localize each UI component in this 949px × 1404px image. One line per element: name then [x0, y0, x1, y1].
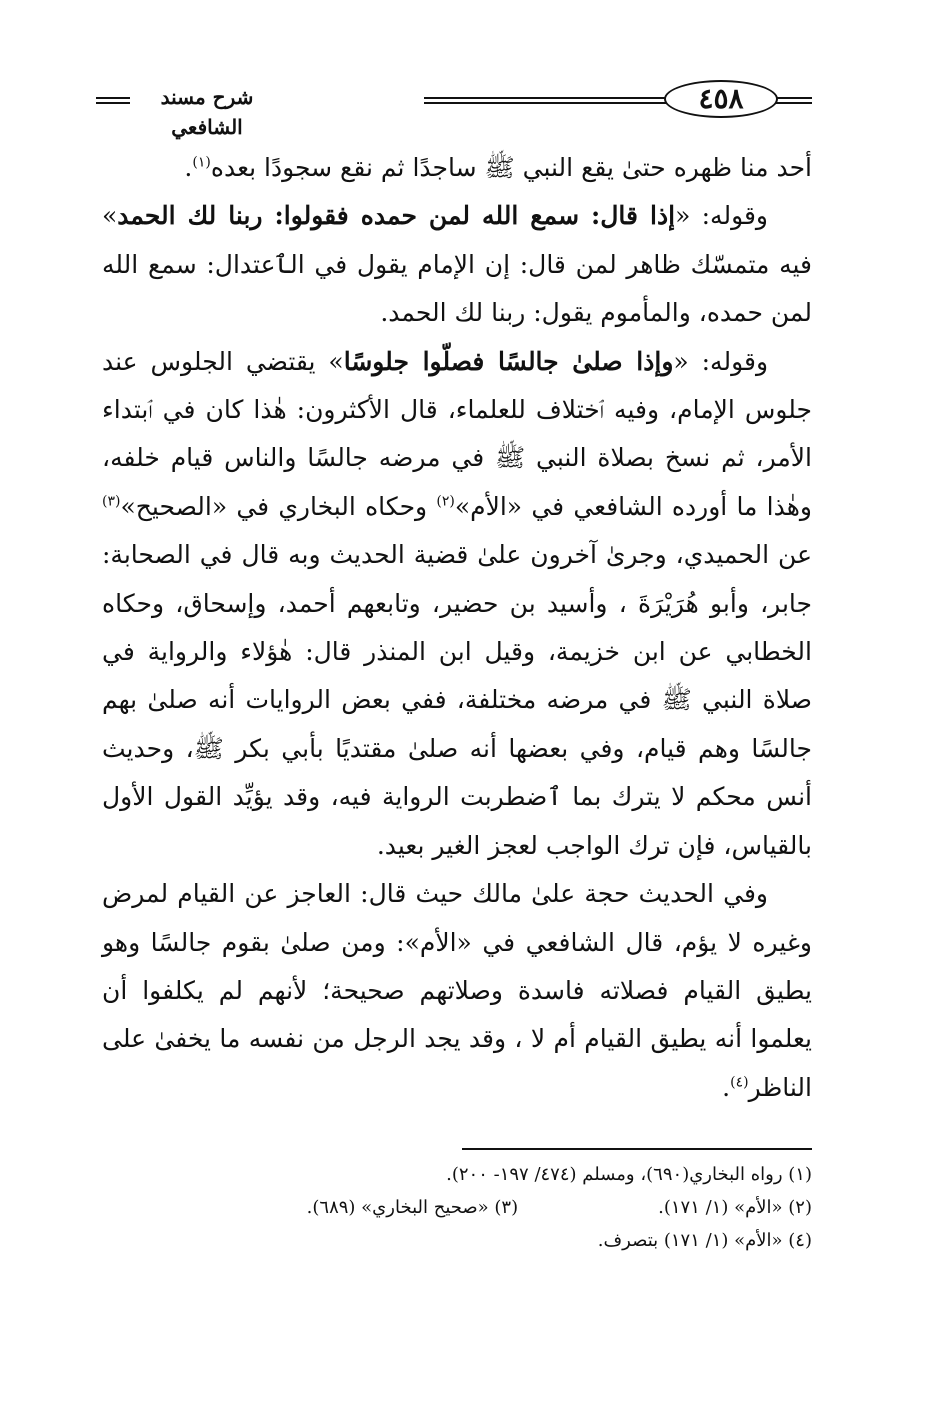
paragraph-1: [102, 144, 812, 192]
running-title: شرح مسند الشافعي: [160, 85, 254, 139]
footnote-ref-3[interactable]: (٣): [102, 493, 121, 510]
paragraph-2: [102, 192, 812, 337]
paragraph-3: [102, 338, 812, 870]
paragraph-4: [102, 870, 812, 1112]
footnote-3: (٣) «صحيح البخاري» (٦٨٩).: [306, 1197, 519, 1218]
paragraph-4-text: وفي الحديث حجة علىٰ مالك حيث قال: العاجز عن القيام لمرض وغيره لا يؤم، قال الشافعي في «الأم»: ومن صلىٰ بقوم جالسًا وهو يطيق القيام فصلاته فاسدة وصلاتهم صحيحة؛ لأنهم لم يكلفوا أن يعلموا أنه يطيق القيام أم لا ، وقد يجد الرجل من نفسه ما يخفىٰ على الناظر: [102, 879, 812, 1102]
page-header: [96, 78, 812, 139]
hadith-quote-1: إذا قال: سمع الله لمن حمده فقولوا: ربنا لك الحمد: [117, 201, 676, 231]
main-text: [102, 144, 812, 1112]
page-number: ٤٥٨: [664, 80, 778, 118]
header-rule-right: [776, 97, 812, 104]
footnote-separator: [462, 1148, 812, 1150]
paragraph-4-end: .: [722, 1072, 731, 1102]
paragraph-3-text-1: » يقتضي الجلوس عند جلوس الإمام، وفيه ٱختلاف للعلماء، قال الأكثرون: هٰذا كان في ٱبتداء الأمر، ثم نسخ بصلاة النبي ﷺ في مرضه جالسًا والناس قيام خلفه، وهٰذا ما أورده الشافعي في «الأم»: [102, 346, 812, 521]
footnote-1: (١) رواه البخاري(٦٩٠)، ومسلم (٤٧٤/ ١٩٧- ٢٠٠).: [446, 1164, 812, 1185]
paragraph-1-text: أحد منا ظهره حتىٰ يقع النبي ﷺ ساجدًا ثم نقع سجودًا بعده: [210, 153, 812, 182]
paragraph-3-lead: وقوله: «: [673, 346, 769, 376]
paragraph-3-text-3: عن الحميدي، وجرىٰ آخرون علىٰ قضية الحديث وبه قال في الصحابة: جابر، وأبو هُرَيْرَةَ ، وأسيد بن حضير، وتابعهم أحمد، وإسحاق، وحكاه الخطابي عن ابن خزيمة، وقيل ابن المنذر قال: هٰؤلاء والرواية في صلاة النبي ﷺ في مرضه مختلفة، ففي بعض الروايات أنه صلىٰ بهم جالسًا وهم قيام، وفي بعضها أنه صلىٰ مقتديًا بأبي بكر ﷺ، وحديث أنس محكم لا يترك بما ٱضطربت الرواية فيه، وقد يؤيِّد القول الأول بالقياس، فإن ترك الواجب لعجز الغير بعيد.: [102, 540, 812, 860]
header-rule-middle: [424, 97, 666, 104]
footnote-ref-2[interactable]: (٢): [436, 493, 455, 510]
footnote-row-2-3: [102, 1191, 812, 1224]
hadith-quote-2: وإذا صلىٰ جالسًا فصلّوا جلوسًا: [343, 346, 674, 376]
footnotes: [102, 1158, 812, 1257]
paragraph-2-lead: وقوله: «: [675, 201, 769, 231]
footnote-ref-1[interactable]: (١): [192, 154, 211, 171]
paragraph-1-end: .: [184, 153, 193, 182]
paragraph-2-text: » فيه متمسّك ظاهر لمن قال: إن الإمام يقول في الٱعتدال: سمع الله لمن حمده، والمأموم يقول: ربنا لك الحمد.: [102, 201, 812, 328]
paragraph-3-text-2: وحكاه البخاري في «الصحيح»: [120, 491, 437, 521]
header-rule-left: [96, 97, 130, 104]
footnote-2: (٢) «الأم» (١/ ١٧١).: [658, 1197, 812, 1218]
footnote-4: (٤) «الأم» (١/ ١٧١) بتصرف.: [597, 1230, 812, 1251]
footnote-ref-4[interactable]: (٤): [730, 1074, 749, 1091]
